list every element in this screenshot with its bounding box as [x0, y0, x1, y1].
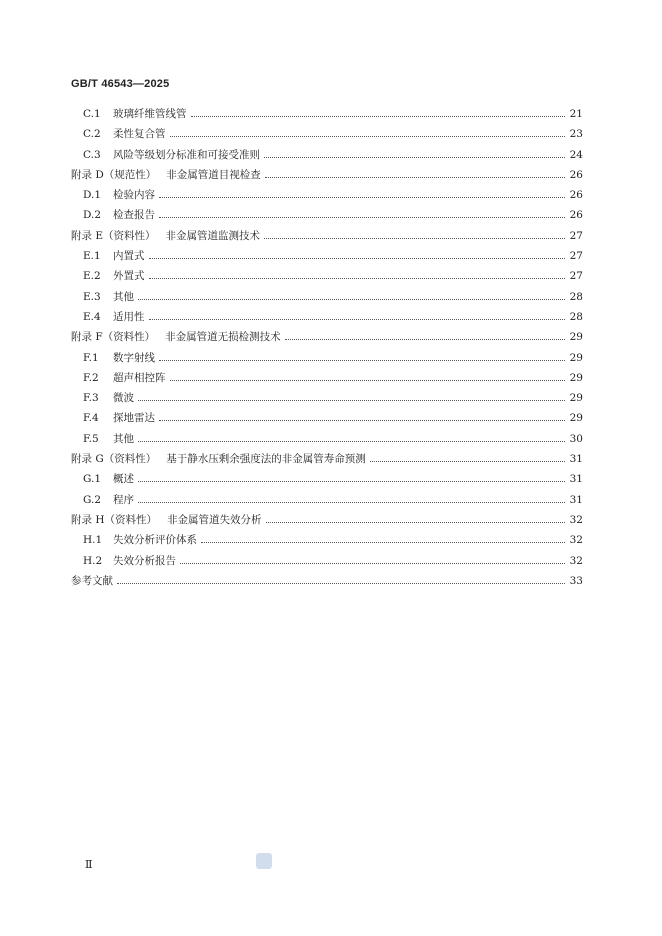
toc-entry-title: 非金属管道失效分析 — [167, 513, 262, 526]
toc-leader-dots — [370, 460, 565, 462]
toc-leader-dots — [265, 176, 565, 178]
toc-entry-title: 检查报告 — [113, 209, 155, 222]
toc-entry[interactable] — [71, 185, 583, 205]
toc-entry-title: 超声相控阵 — [113, 371, 166, 384]
toc-entry-page: 29 — [569, 412, 583, 425]
toc-entry-page: 21 — [569, 108, 583, 120]
toc-leader-dots — [180, 562, 565, 564]
toc-entry-number: E.3 — [83, 290, 101, 303]
toc-entry[interactable] — [71, 124, 583, 144]
toc-entry-title: 适用性 — [113, 310, 145, 323]
toc-entry[interactable] — [71, 348, 583, 368]
toc-leader-dots — [285, 338, 565, 340]
table-of-contents — [71, 104, 583, 591]
toc-entry[interactable] — [71, 287, 583, 307]
toc-entry-number: 附录 D（规范性） — [71, 168, 157, 181]
toc-leader-dots — [159, 419, 565, 421]
toc-entry[interactable] — [71, 246, 583, 266]
toc-leader-dots — [138, 298, 565, 300]
toc-entry[interactable] — [71, 327, 583, 347]
toc-entry-page: 31 — [569, 453, 583, 466]
toc-entry-page: 27 — [569, 270, 583, 283]
toc-entry-number: 附录 G（资料性） — [71, 453, 157, 466]
toc-leader-dots — [149, 257, 566, 259]
toc-leader-dots — [170, 379, 566, 381]
toc-entry-number: C.3 — [83, 148, 101, 161]
toc-entry-title: 微波 — [113, 392, 134, 405]
toc-entry-page: 31 — [569, 493, 583, 506]
toc-entry-title: 非金属管道无损检测技术 — [165, 331, 281, 344]
toc-leader-dots — [264, 237, 565, 239]
toc-leader-dots — [138, 399, 565, 401]
toc-entry-page: 30 — [569, 432, 583, 445]
toc-entry[interactable] — [71, 510, 583, 530]
toc-entry-page: 29 — [569, 371, 583, 384]
toc-leader-dots — [149, 318, 566, 320]
toc-entry-title: 程序 — [113, 493, 134, 506]
toc-entry[interactable] — [71, 145, 583, 165]
toc-entry-number: E.2 — [83, 270, 101, 283]
toc-leader-dots — [159, 196, 565, 198]
toc-leader-dots — [201, 541, 565, 543]
toc-entry[interactable] — [71, 469, 583, 489]
toc-entry-number: E.4 — [83, 310, 101, 323]
toc-leader-dots — [266, 521, 566, 523]
toc-entry-title: 其他 — [113, 290, 134, 303]
toc-entry-number: F.5 — [83, 432, 99, 445]
toc-entry-number: F.3 — [83, 392, 99, 405]
toc-leader-dots — [138, 501, 565, 503]
toc-leader-dots — [117, 582, 565, 584]
toc-entry-number: 附录 H（资料性） — [71, 513, 157, 526]
toc-entry[interactable] — [71, 551, 583, 571]
toc-entry-number: C.1 — [83, 108, 101, 120]
toc-entry[interactable] — [71, 205, 583, 225]
toc-entry-number: H.1 — [83, 534, 103, 547]
toc-entry-number: G.1 — [83, 473, 102, 486]
toc-entry[interactable] — [71, 449, 583, 469]
toc-leader-dots — [159, 216, 565, 218]
toc-entry-page: 32 — [569, 513, 583, 526]
toc-entry[interactable] — [71, 368, 583, 388]
toc-entry-number: D.2 — [83, 209, 102, 222]
toc-leader-dots — [159, 359, 565, 361]
toc-entry-page: 28 — [569, 290, 583, 303]
toc-entry-title: 概述 — [113, 473, 134, 486]
toc-entry-title: 探地雷达 — [113, 412, 155, 425]
toc-entry-number: E.1 — [83, 250, 101, 263]
toc-entry-page: 27 — [569, 250, 583, 263]
page-number-roman: Ⅱ — [85, 858, 93, 871]
toc-entry-page: 26 — [569, 189, 583, 202]
toc-entry-number: G.2 — [83, 493, 102, 506]
toc-entry-title: 玻璃纤维管线管 — [113, 108, 187, 120]
toc-entry[interactable] — [71, 226, 583, 246]
toc-entry-title: 其他 — [113, 432, 134, 445]
toc-entry-page: 32 — [569, 554, 583, 567]
toc-entry-page: 33 — [569, 574, 583, 587]
toc-entry[interactable] — [71, 104, 583, 124]
toc-entry-number: 附录 E（资料性） — [71, 229, 156, 242]
toc-entry-page: 27 — [569, 229, 583, 242]
toc-entry-title: 参考文献 — [71, 574, 113, 587]
toc-entry-number: F.4 — [83, 412, 99, 425]
toc-entry-title: 柔性复合管 — [113, 128, 166, 141]
toc-entry-page: 26 — [569, 168, 583, 181]
toc-entry[interactable] — [71, 266, 583, 286]
toc-entry[interactable] — [71, 307, 583, 327]
toc-entry-page: 29 — [569, 392, 583, 405]
toc-entry-title: 基于静水压剩余强度法的非金属管寿命预测 — [166, 453, 366, 466]
toc-entry-page: 29 — [569, 351, 583, 364]
toc-entry[interactable] — [71, 408, 583, 428]
toc-leader-dots — [138, 480, 565, 482]
toc-entry-title: 外置式 — [113, 270, 145, 283]
toc-entry-page: 29 — [569, 331, 583, 344]
toc-entry-number: H.2 — [83, 554, 103, 567]
toc-entry-number: F.1 — [83, 351, 99, 364]
toc-entry-title: 检验内容 — [113, 189, 155, 202]
toc-entry-title: 非金属管道目视检查 — [166, 168, 261, 181]
toc-leader-dots — [149, 277, 566, 279]
toc-entry[interactable] — [71, 530, 583, 550]
standard-code: GB/T 46543—2025 — [71, 78, 170, 90]
toc-entry-title: 风险等级划分标准和可接受准则 — [113, 148, 260, 161]
toc-entry-number: D.1 — [83, 189, 102, 202]
toc-entry-number: C.2 — [83, 128, 101, 141]
toc-entry-title: 非金属管道监测技术 — [165, 229, 261, 242]
watermark-logo-icon — [256, 853, 272, 869]
toc-entry-title: 失效分析报告 — [113, 554, 176, 567]
toc-entry-number: 附录 F（资料性） — [71, 331, 156, 344]
toc-leader-dots — [138, 440, 565, 442]
toc-entry[interactable] — [71, 388, 583, 408]
toc-entry[interactable] — [71, 165, 583, 185]
toc-entry-page: 32 — [569, 534, 583, 547]
toc-entry-page: 26 — [569, 209, 583, 222]
toc-entry-title: 数字射线 — [113, 351, 155, 364]
toc-leader-dots — [191, 115, 566, 117]
toc-entry-page: 24 — [569, 148, 583, 161]
toc-leader-dots — [170, 135, 566, 137]
toc-entry-page: 31 — [569, 473, 583, 486]
toc-entry-title: 内置式 — [113, 250, 145, 263]
toc-entry[interactable] — [71, 429, 583, 449]
toc-leader-dots — [264, 156, 565, 158]
toc-entry-title: 失效分析评价体系 — [113, 534, 197, 547]
toc-entry-number: F.2 — [83, 371, 99, 384]
toc-entry-page: 28 — [569, 310, 583, 323]
toc-entry-page: 23 — [569, 128, 583, 141]
toc-entry[interactable] — [71, 571, 583, 591]
toc-entry[interactable] — [71, 490, 583, 510]
